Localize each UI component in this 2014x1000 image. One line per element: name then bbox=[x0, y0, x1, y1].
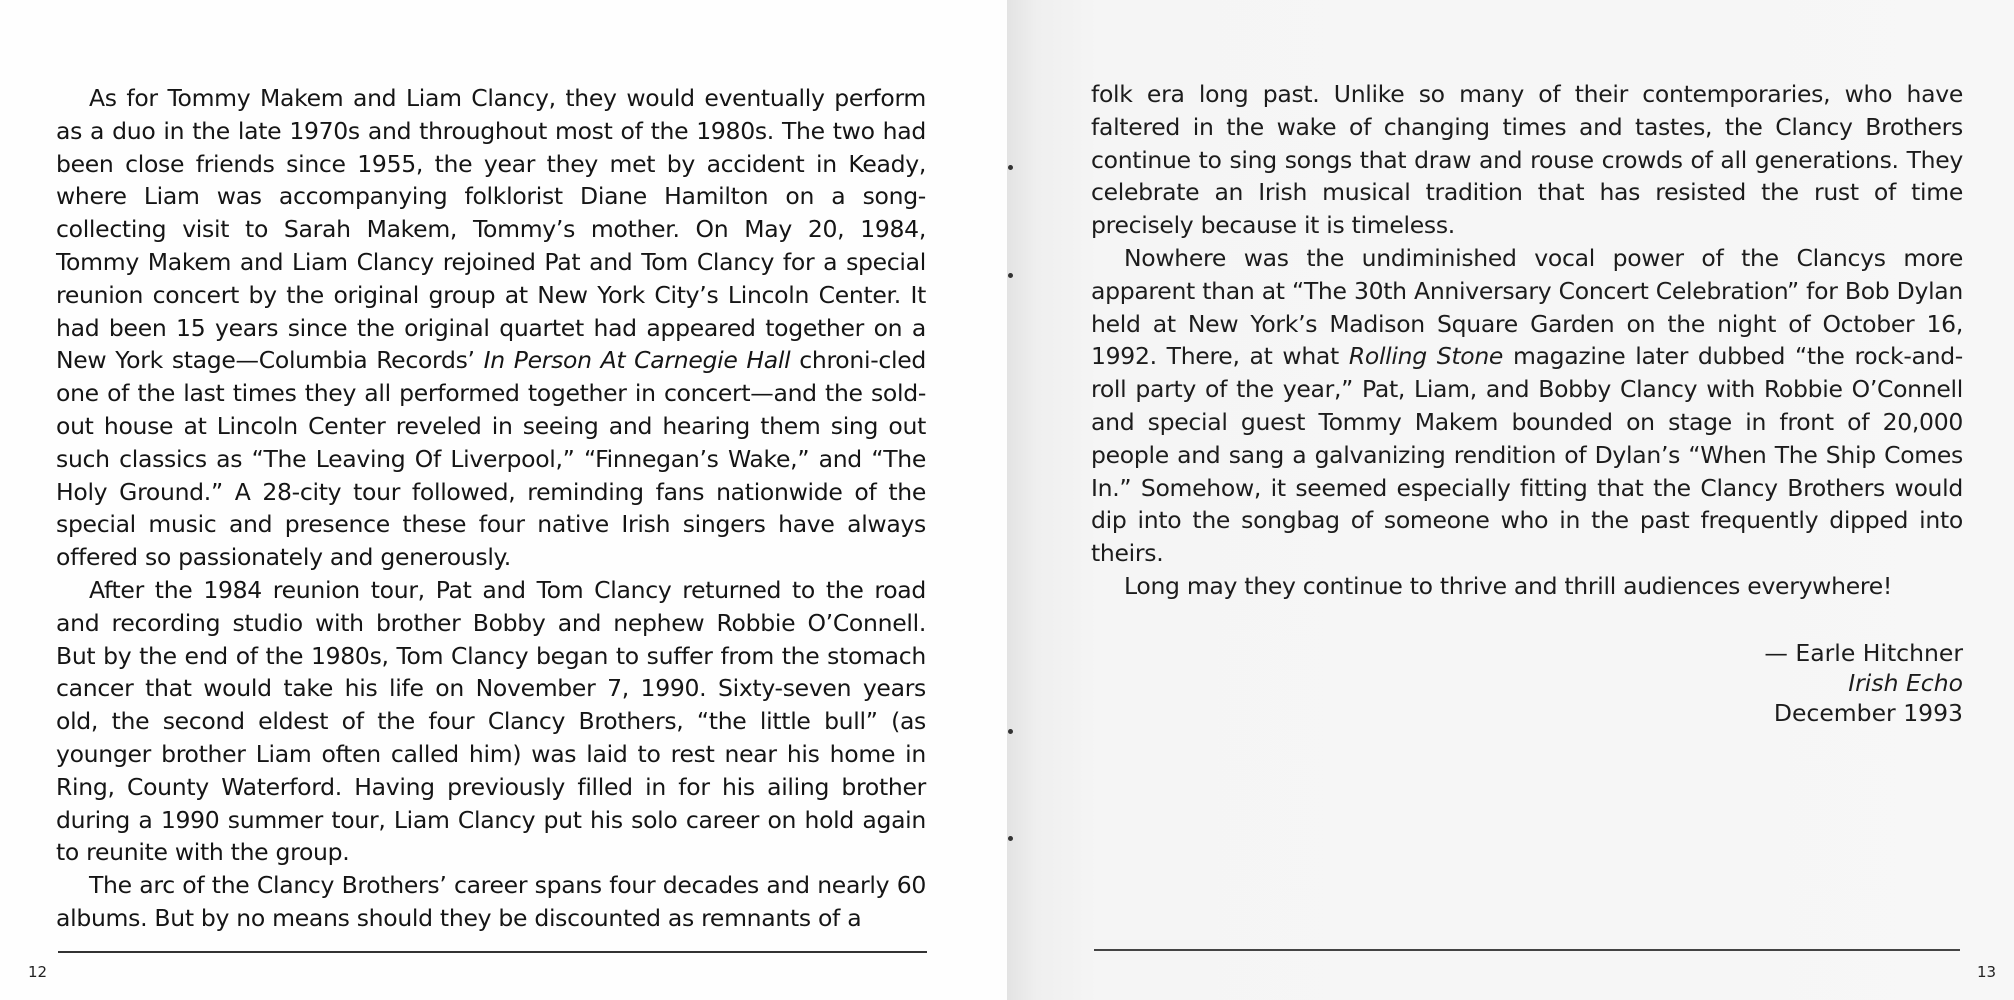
paragraph-career-arc: The arc of the Clancy Brothers’ career spans four decades and nearly 60 albums. But by no means should they be discounted as remnants of a bbox=[56, 871, 926, 932]
paragraph-folk-era: folk era long past. Unlike so many of their contemporaries, who have faltered in the wake of changing times and tastes, the Clancy Brothers continue to sing songs that draw and rouse crowds of all generations. They celebrate an Irish musical tradition that has resisted the rust of time precisely because it is timeless. bbox=[1091, 80, 1963, 240]
paragraph-closing: Long may they continue to thrive and thrill audiences everywhere! bbox=[1124, 571, 1892, 600]
signature-publication: Irish Echo bbox=[1848, 669, 1963, 697]
right-page bbox=[1007, 0, 2014, 1000]
paragraph-makem-clancy-duo: As for Tommy Makem and Liam Clancy, they would eventually perform as a duo in the late 1970s and throughout most of the 1980s. The two had been close friends since 1955, the year they met by accident in Keady, where Liam was accompanying folklorist Diane Hamilton on a song-collecting visit to Sarah Makem, Tommy’s mother. On May 20, 1984, Tommy Makem and Liam Clancy rejoined Pat and Tom Clancy for a special reunion concert by the original group at New York City’s Lincoln Center. It had been 15 years since the original quartet had appeared together on a New York stage—Columbia Records’ In Person At Carnegie Hall chroni-cled one of the last times they all performed together in concert—and the sold-out house at Lincoln Center reveled in seeing and hearing them sing out such classics as “The Leaving Of Liverpool,” “Finnegan’s Wake,” and “The Holy Ground.” A 28-city tour followed, reminding fans nationwide of the special music and presence these four native Irish singers have always offered so passionately and generously. bbox=[56, 84, 926, 572]
right-text-column bbox=[1091, 78, 1963, 603]
binding-mark bbox=[1008, 165, 1013, 170]
footer-rule bbox=[58, 951, 927, 953]
footer-rule bbox=[1094, 949, 1960, 951]
binding-mark bbox=[1008, 729, 1013, 734]
binding-mark bbox=[1008, 273, 1013, 278]
binding-mark bbox=[1008, 836, 1013, 841]
page-number: 12 bbox=[28, 963, 48, 981]
signature-author: — Earle Hitchner bbox=[1764, 639, 1963, 667]
paragraph-dylan-concert: Nowhere was the undiminished vocal power of the Clancys more apparent than at “The 30th Anniversary Concert Celebration” for Bob Dylan held at New York’s Madison Square Garden on the night of October 16, 1992. There, at what Rolling Stone magazine later dubbed “the rock-and-roll party of the year,” Pat, Liam, and Bobby Clancy with Robbie O’Connell and special guest Tommy Makem bounded on stage in front of 20,000 people and sang a galvanizing rendition of Dylan’s “When The Ship Comes In.” Somehow, it seemed especially fitting that the Clancy Brothers would dip into the songbag of someone who in the past frequently dipped into theirs. bbox=[1091, 243, 1963, 568]
magazine-title: Rolling Stone bbox=[1348, 342, 1504, 371]
album-title: In Person At Carnegie Hall bbox=[483, 346, 791, 375]
signature-block bbox=[1091, 638, 1963, 728]
page-number: 13 bbox=[1977, 963, 1997, 981]
signature-date: December 1993 bbox=[1773, 699, 1963, 727]
left-text-column bbox=[56, 82, 926, 935]
paragraph-reunion-tour: After the 1984 reunion tour, Pat and Tom Clancy returned to the road and recording studio with brother Bobby and nephew Robbie O’Connell. But by the end of the 1980s, Tom Clancy began to suffer from the stomach cancer that would take his life on November 7, 1990. Sixty-seven years old, the second eldest of the four Clancy Brothers, “the little bull” (as younger brother Liam often called him) was laid to rest near his home in Ring, County Waterford. Having previously filled in for his ailing brother during a 1990 summer tour, Liam Clancy put his solo career on hold again to reunite with the group. bbox=[56, 575, 926, 867]
